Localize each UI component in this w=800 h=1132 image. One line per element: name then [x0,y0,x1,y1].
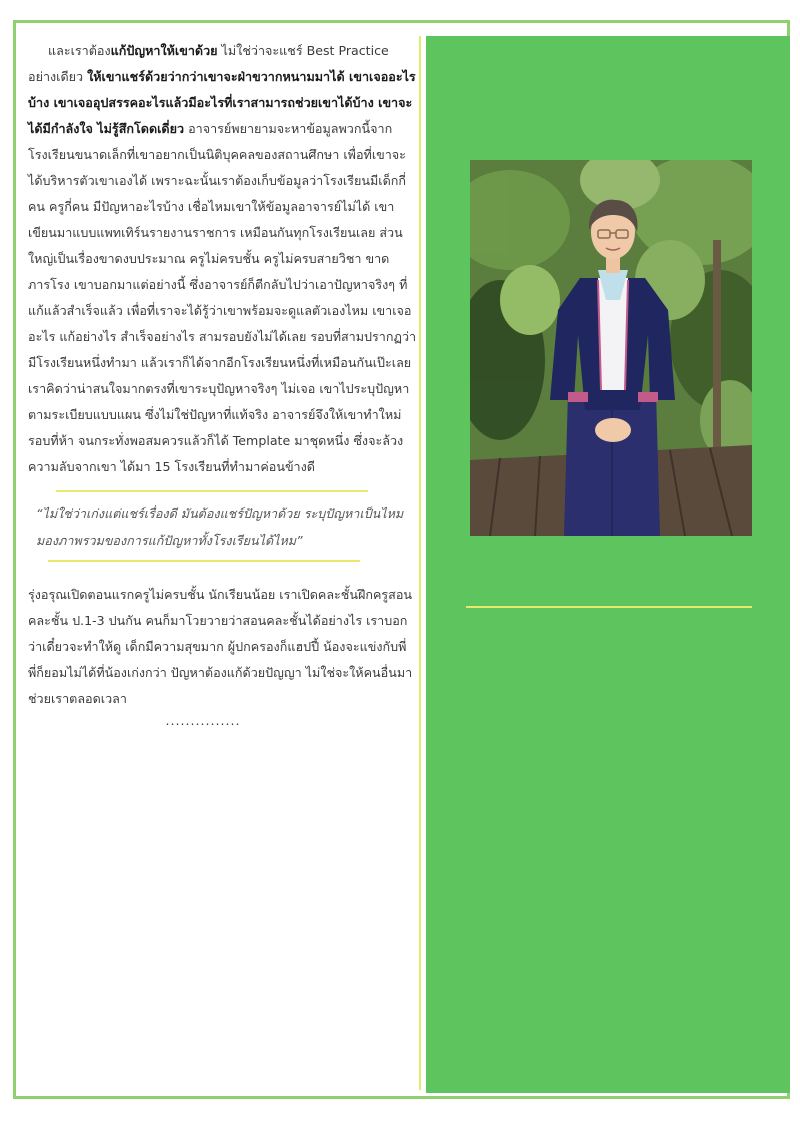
article-column [28,38,418,730]
p1-emphasis-1: แก้ปัญหาให้เขาด้วย [110,43,218,58]
portrait-photo [470,160,752,536]
photo-caption-rule [466,606,752,608]
ellipsis-marker: ............... [165,713,241,728]
article-paragraph-2: รุ่งอรุณเปิดตอนแรกครูไม่ครบชั้น นักเรียนน้อย เราเปิดคละชั้นฝึกครูสอนคละชั้น ป.1-3 ปนกัน คนก็มาโวยวายว่าสอนคละชั้นได้อย่างไร เราบอกว่าเดี๋ยวจะทำให้ดู เด็กมีความสุขมาก ผู้ปกครองก็แฮปปี้ น้องจะแข่งกับพี่ พี่ก็ยอมไม่ได้ที่น้องเก่งกว่า ปัญหาต้องแก้ด้วยปัญญา ไม่ใช่จะให้คนอื่นมาช่วยเราตลอดเวลา [28,587,413,706]
p1-emphasis-2: ให้เขาแชร์ด้วยว่ากว่าเขาจะฝ่าขวากหนามมาได้ เขาเจออะไรบ้าง เขาเจออุปสรรคอะไรแล้วมีอะไรที่เราสามารถช่วยเขาได้บ้าง เขาจะได้มีกำลังใจ ไม่รู้สึกโดดเดี่ยว [28,69,416,136]
p1-rest-text: อาจารย์พยายามจะหาข้อมูลพวกนี้จากโรงเรียนขนาดเล็กที่เขาอยากเป็นนิติบุคคลของสถานศึกษา เพื่อที่เขาจะได้บริหารตัวเขาเองได้ เพราะฉะนั้นเราต้องเก็บข้อมูลว่าโรงเรียนมีเด็กกี่คน ครูกี่คน มีปัญหาอะไรบ้าง เชื่อไหมเขาให้ข้อมูลอาจารย์ไม่ได้ เขาเขียนมาแบบแพทเทิร์นรายงานราชการ เหมือนกันทุกโรงเรียนเลย ส่วนใหญ่เป็นเรื่องขาดงบประมาณ ครูไม่ครบชั้น ครูไม่ครบสายวิชา ขาดภารโรง เขาบอกมาแต่อย่างนี้ ซึ่งอาจารย์ก็ตีกลับไปว่าเอาปัญหาจริงๆ ที่แก้แล้วสำเร็จแล้ว เพื่อที่เราจะได้รู้ว่าเขาพร้อมจะดูแลตัวเองไหม เขาเจออะไร แก้อย่างไร สำเร็จอย่างไร สามรอบยังไม่ได้เลย รอบที่สามปรากฏว่ามีโรงเรียนหนึ่งทำมา แล้วเราก็ได้จากอีกโรงเรียนหนึ่งที่เหมือนกันเป๊ะเลย เราคิดว่าน่าสนใจมากตรงที่เขาระบุปัญหาจริงๆ ไม่เจอ เขาไประบุปัญหาตามระเบียบแบบแผน ซึ่งไม่ใช่ปัญหาที่แท้จริง อาจารย์จึงให้เขาทำใหม่รอบที่ห้า จนกระทั่งพอสมควรแล้วก็ได้ Template มาชุดหนึ่ง ซึ่งจะล้วงความลับจากเขา ได้มา 15 โรงเรียนที่ทำมาค่อนข้างดี [28,121,417,474]
quote-rule-bottom [48,560,360,562]
pull-quote: “ไม่ใช่ว่าเก่งแต่แชร์เรื่องดี มันต้องแชร์ปัญหาด้วย ระบุปัญหาเป็นไหม มองภาพรวมของการแก้ปัญหาทั้งโรงเรียนได้ไหม” [36,506,404,548]
p1-intro-text: และเราต้อง [48,43,111,58]
quote-rule-top [56,490,368,492]
article-paragraph-1 [28,38,418,480]
column-divider [419,36,421,1090]
p1-mid-text: ไม่ใช่ว่าจะแชร์ Best Practice อย่างเดียว [28,43,389,84]
portrait-illustration [470,160,752,536]
